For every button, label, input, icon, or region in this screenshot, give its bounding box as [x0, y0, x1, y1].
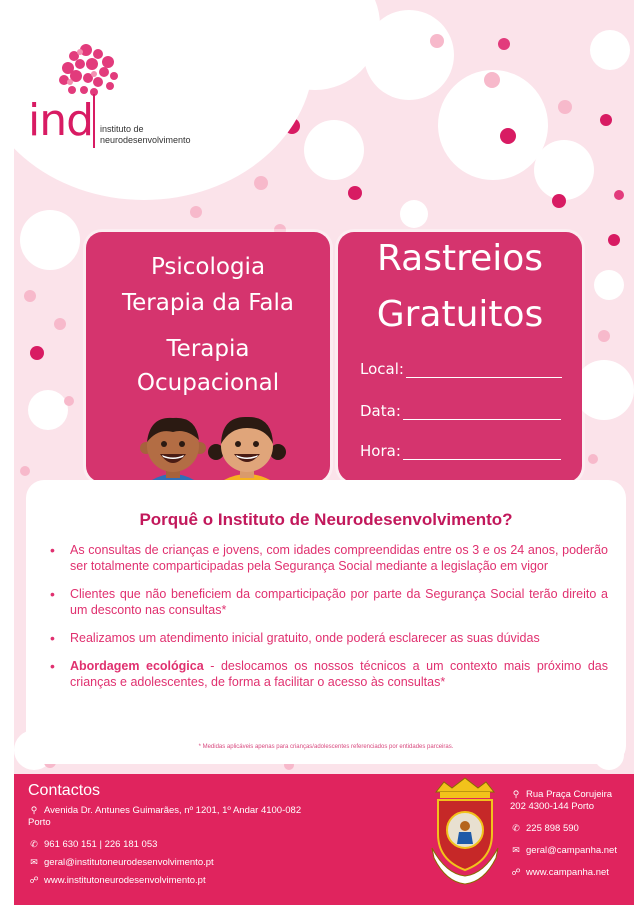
parish-crest-icon [426, 774, 504, 886]
logo-wordmark: ind [28, 95, 94, 146]
contacts-footer [14, 774, 634, 905]
decor-dot [28, 390, 68, 430]
mail-icon: ✉ [512, 845, 520, 855]
decor-dot [20, 210, 80, 270]
web-link[interactable]: www.institutoneurodesenvolvimento.pt [44, 875, 206, 886]
decor-dot [590, 30, 630, 70]
data-field [360, 402, 561, 420]
benefit-bold-text: Abordagem ecológica [70, 659, 204, 673]
screening-panel [338, 232, 582, 482]
decor-dot [500, 128, 516, 144]
list-item [56, 658, 608, 690]
logo-tagline-line2: neurodesenvolvimento [100, 135, 191, 145]
decor-dot [364, 10, 454, 100]
list-item [56, 586, 608, 618]
local-field [360, 360, 562, 378]
decor-dot [348, 186, 362, 200]
decor-dot [54, 318, 66, 330]
service-psicologia: Psicologia [150, 254, 266, 280]
service-terapia: Terapia [166, 336, 250, 362]
decor-dot [64, 396, 74, 406]
list-item [56, 630, 608, 646]
data-label: Data: [360, 402, 401, 420]
decor-dot [558, 100, 572, 114]
decor-dot [534, 140, 594, 200]
phone-icon: ✆ [512, 823, 520, 833]
partner-address-text: Rua Praça Corujeira 202 4300-144 Porto [510, 789, 613, 812]
globe-icon: ☍ [29, 875, 39, 885]
web-line [28, 874, 206, 887]
decor-dot [600, 114, 612, 126]
decor-dot [190, 206, 202, 218]
email-line [28, 856, 214, 869]
data-blank [403, 406, 561, 420]
local-blank [406, 364, 562, 378]
info-box [26, 480, 626, 764]
decor-dot [30, 346, 44, 360]
location-pin-icon: ⚲ [512, 789, 520, 799]
address-line [28, 804, 308, 829]
phone-line [28, 838, 157, 851]
globe-icon: ☍ [511, 867, 521, 877]
decor-dot [552, 194, 566, 208]
benefit-text: Clientes que não beneficiem da comparticipação por parte da Segurança Social terão direito a um desconto nas consultas* [70, 587, 608, 617]
mail-icon: ✉ [30, 857, 38, 867]
contacts-title: Contactos [28, 782, 101, 799]
partner-email-link[interactable]: geral@campanha.net [526, 845, 617, 856]
benefits-list [56, 542, 608, 702]
hora-field [360, 442, 561, 460]
decor-dot [594, 270, 624, 300]
partner-phone-line [510, 822, 579, 835]
decor-dot [254, 176, 268, 190]
email-link[interactable]: geral@institutoneurodesenvolvimento.pt [44, 857, 214, 868]
phone-icon: ✆ [30, 839, 38, 849]
service-ocupacional: Ocupacional [136, 370, 280, 396]
benefit-text: As consultas de crianças e jovens, com idades compreendidas entre os 3 e os 24 anos, poderão ser totalmente comparticipadas pela Segurança Social mediante a legislação em vigor [70, 543, 608, 573]
address-text: Avenida Dr. Antunes Guimarães, nº 1201, 1º Andar 4100-082 Porto [28, 805, 302, 828]
partner-phone-text: 225 898 590 [526, 823, 579, 834]
hora-label: Hora: [360, 442, 401, 460]
decor-dot [574, 360, 634, 420]
footnote: * Medidas aplicáveis apenas para crianças/adolescentes referenciados por entidades parceiras. [198, 744, 454, 750]
flyer [14, 0, 634, 905]
decor-dot [430, 34, 444, 48]
decor-dot [598, 330, 610, 342]
benefit-text: Realizamos um atendimento inicial gratuito, onde poderá esclarecer as suas dúvidas [70, 631, 540, 645]
screening-title-line2: Gratuitos [376, 294, 544, 335]
screening-title-line1: Rastreios [376, 238, 544, 279]
logo-tagline-line1: instituto de [100, 124, 144, 134]
partner-address-line [510, 788, 630, 813]
partner-email-line [510, 844, 617, 857]
local-label: Local: [360, 360, 404, 378]
info-title: Porquê o Instituto de Neurodesenvolvimento? [139, 510, 513, 529]
logo-tagline [100, 124, 191, 146]
decor-dot [24, 290, 36, 302]
decor-dot [400, 200, 428, 228]
phone-text: 961 630 151 | 226 181 053 [44, 839, 158, 850]
decor-dot [484, 72, 500, 88]
partner-web-line [510, 866, 609, 879]
hora-blank [403, 446, 561, 460]
benefit-text: - deslocamos os nossos técnicos a um contexto mais próximo das crianças e adolescentes, de forma a facilitar o acesso às consultas* [70, 659, 608, 689]
decor-dot [608, 234, 620, 246]
decor-dot [614, 190, 624, 200]
decor-dot [588, 454, 598, 464]
decor-dot [304, 120, 364, 180]
list-item [56, 542, 608, 574]
service-terapia-fala: Terapia da Fala [122, 290, 294, 316]
decor-dot [498, 38, 510, 50]
partner-web-link[interactable]: www.campanha.net [526, 867, 609, 878]
decor-dot [20, 466, 30, 476]
location-pin-icon: ⚲ [30, 805, 38, 815]
